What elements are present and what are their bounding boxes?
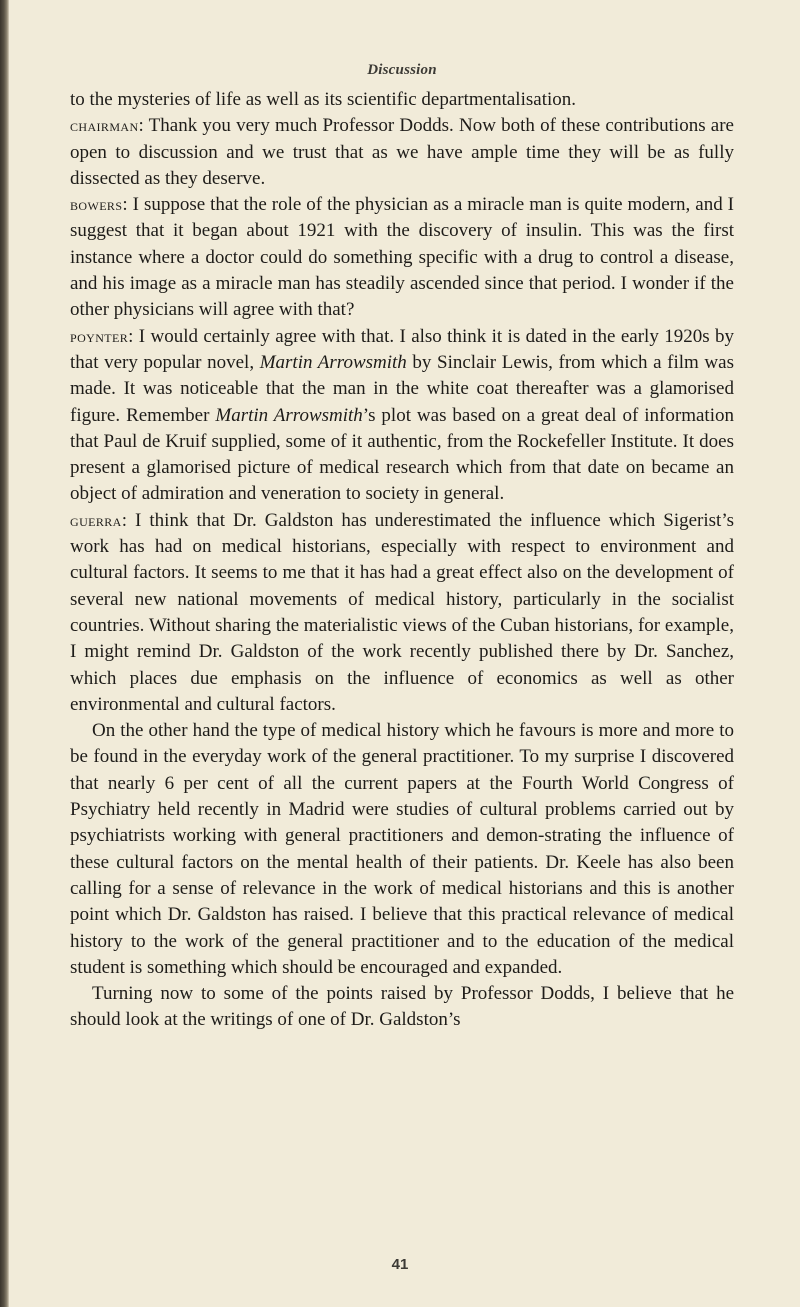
paragraph-text: : I would certainly agree with that. I also think it is dated in the early 1920s by that very popular novel, xyxy=(70,325,734,373)
paragraph xyxy=(70,324,734,508)
paragraph xyxy=(70,718,734,981)
paragraph-text: On the other hand the type of medical history which he favours is more and more to be found in the everyday work of the general practitioner. To my surprise I discovered that nearly 6 per cent of all the current papers at the Fourth World Congress of Psychiatry held recently in Madrid were studies of cultural problems carried out by psychiatrists working with general practitioners and demon-strating the influence of these cultural factors on the mental health of their patients. Dr. Keele has also been calling for a sense of relevance in the work of medical historians and this is another point which Dr. Galdston has raised. I believe that this practical relevance of medical history to the work of the general practitioner and to the education of the medical student is something which should be encouraged and expanded. xyxy=(70,720,734,978)
paragraph xyxy=(70,508,734,718)
book-binding-edge xyxy=(0,0,9,1307)
paragraph xyxy=(70,981,734,1034)
page-number: 41 xyxy=(391,1256,409,1273)
paragraph xyxy=(70,192,734,323)
paragraph-text: : I think that Dr. Galdston has underestimated the influence which Sigerist’s work has had on medical historians, especially with respect to environment and cultural factors. It seems to me that it has had a great effect also on the development of several new national movements of medical history, particularly in the socialist countries. Without sharing the materialistic views of the Cuban historians, for example, I might remind Dr. Galdston of the work recently published there by Dr. Sanchez, which places due emphasis on the influence of economics as well as other environmental and cultural factors. xyxy=(70,509,734,715)
speaker-name: guerra xyxy=(70,510,122,530)
paragraph xyxy=(70,113,734,192)
paragraph-text: to the mysteries of life as well as its scientific departmentalisation. xyxy=(70,89,576,110)
discussion-text xyxy=(70,87,734,1034)
speaker-name: poynter xyxy=(70,326,129,346)
paragraph-text: : Thank you very much Professor Dodds. Now both of these contributions are open to discussion and we trust that as we have ample time they will be as fully dissected as they deserve. xyxy=(70,115,734,189)
paragraph-text: ’s plot was based on a great deal of information that Paul de Kruif supplied, some of it authentic, from the Rockefeller Institute. It does present a glamorised picture of medical research which from that date on became an object of admiration and veneration to society in general. xyxy=(70,404,734,505)
paragraph-text: : I suppose that the role of the physician as a miracle man is quite modern, and I suggest that it began about 1921 with the discovery of insulin. This was the first instance where a doctor could do something specific with a drug to control a disease, and his image as a miracle man has steadily ascended since that period. I wonder if the other physicians will agree with that? xyxy=(70,194,734,321)
paragraph-text: Turning now to some of the points raised by Professor Dodds, I believe that he should look at the writings of one of Dr. Galdston’s xyxy=(70,983,734,1031)
speaker-name: bowers xyxy=(70,195,123,215)
book-title: Martin Arrowsmith xyxy=(259,351,407,373)
running-head: Discussion xyxy=(367,62,437,78)
book-title: Martin Arrowsmith xyxy=(215,404,363,426)
paragraph-text: by Sinclair Lewis, from which a film was made. It was noticeable that the man in the white coat thereafter was a glamorised figure. Remember xyxy=(70,351,734,426)
paragraph xyxy=(70,87,734,113)
document-page xyxy=(70,62,734,1034)
speaker-name: chairman xyxy=(70,116,139,136)
